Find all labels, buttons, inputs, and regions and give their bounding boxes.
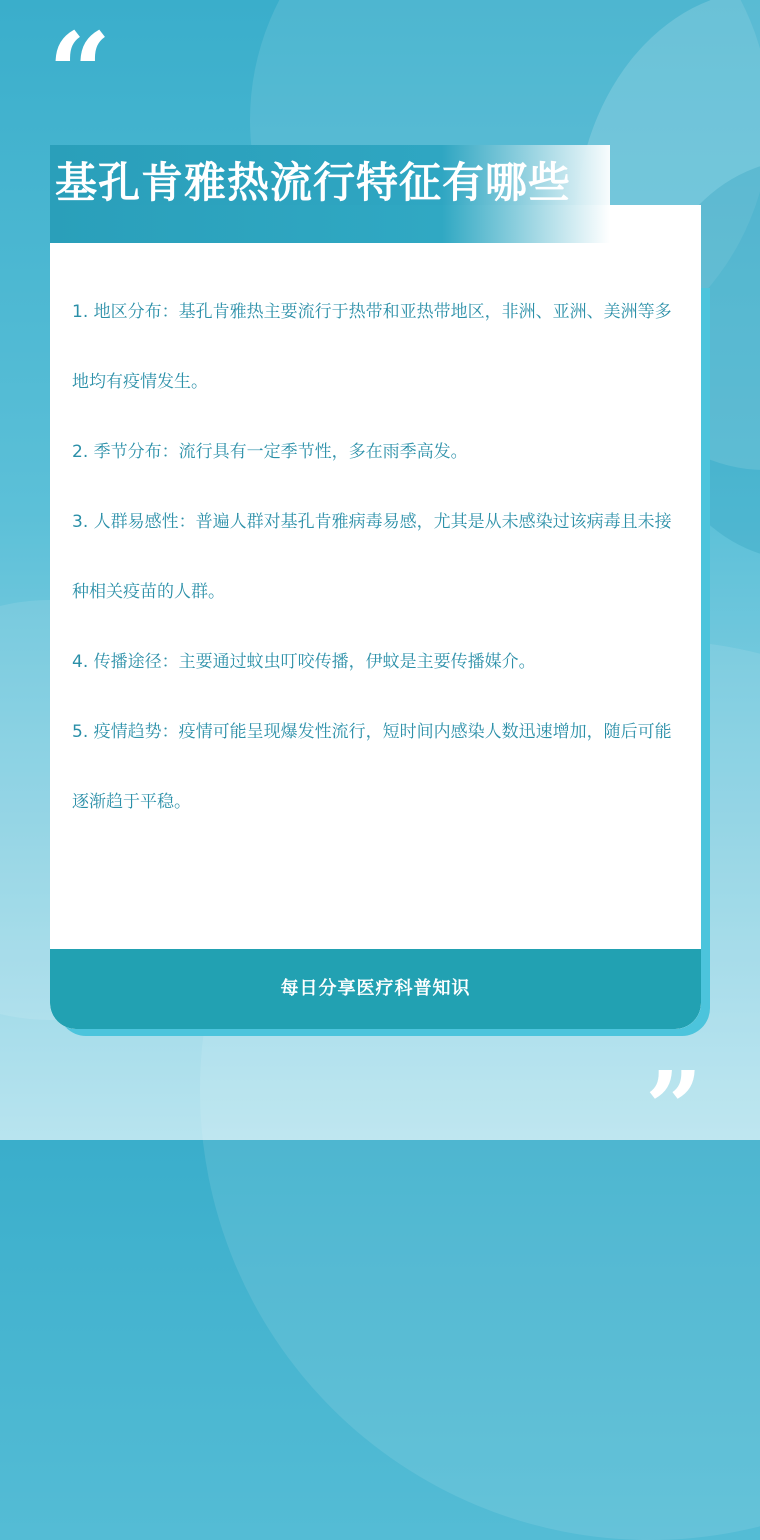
title-band-overlap bbox=[50, 205, 610, 243]
list-item: 2. 季节分布：流行具有一定季节性，多在雨季高发。 bbox=[72, 442, 468, 462]
footer-text: 每日分享医疗科普知识 bbox=[280, 978, 471, 999]
list-item: 1. 地区分布：基孔肯雅热主要流行于热带和亚热带地区，非洲、亚洲、美洲等多地均有疫情发生。 bbox=[72, 302, 672, 392]
close-quote-icon: ” bbox=[645, 1049, 703, 1167]
footer-bar bbox=[50, 949, 701, 1029]
open-quote-icon: “ bbox=[48, 8, 112, 137]
content-list bbox=[72, 277, 687, 837]
list-item: 3. 人群易感性：普遍人群对基孔肯雅病毒易感，尤其是从未感染过该病毒且未接种相关疫苗的人群。 bbox=[72, 512, 672, 602]
list-item: 4. 传播途径：主要通过蚊虫叮咬传播，伊蚊是主要传播媒介。 bbox=[72, 652, 536, 672]
list-item: 5. 疫情趋势：疫情可能呈现爆发性流行，短时间内感染人数迅速增加，随后可能逐渐趋于平稳。 bbox=[72, 722, 672, 812]
content-card bbox=[50, 205, 701, 1029]
page-title: 基孔肯雅热流行特征有哪些 bbox=[55, 158, 572, 207]
